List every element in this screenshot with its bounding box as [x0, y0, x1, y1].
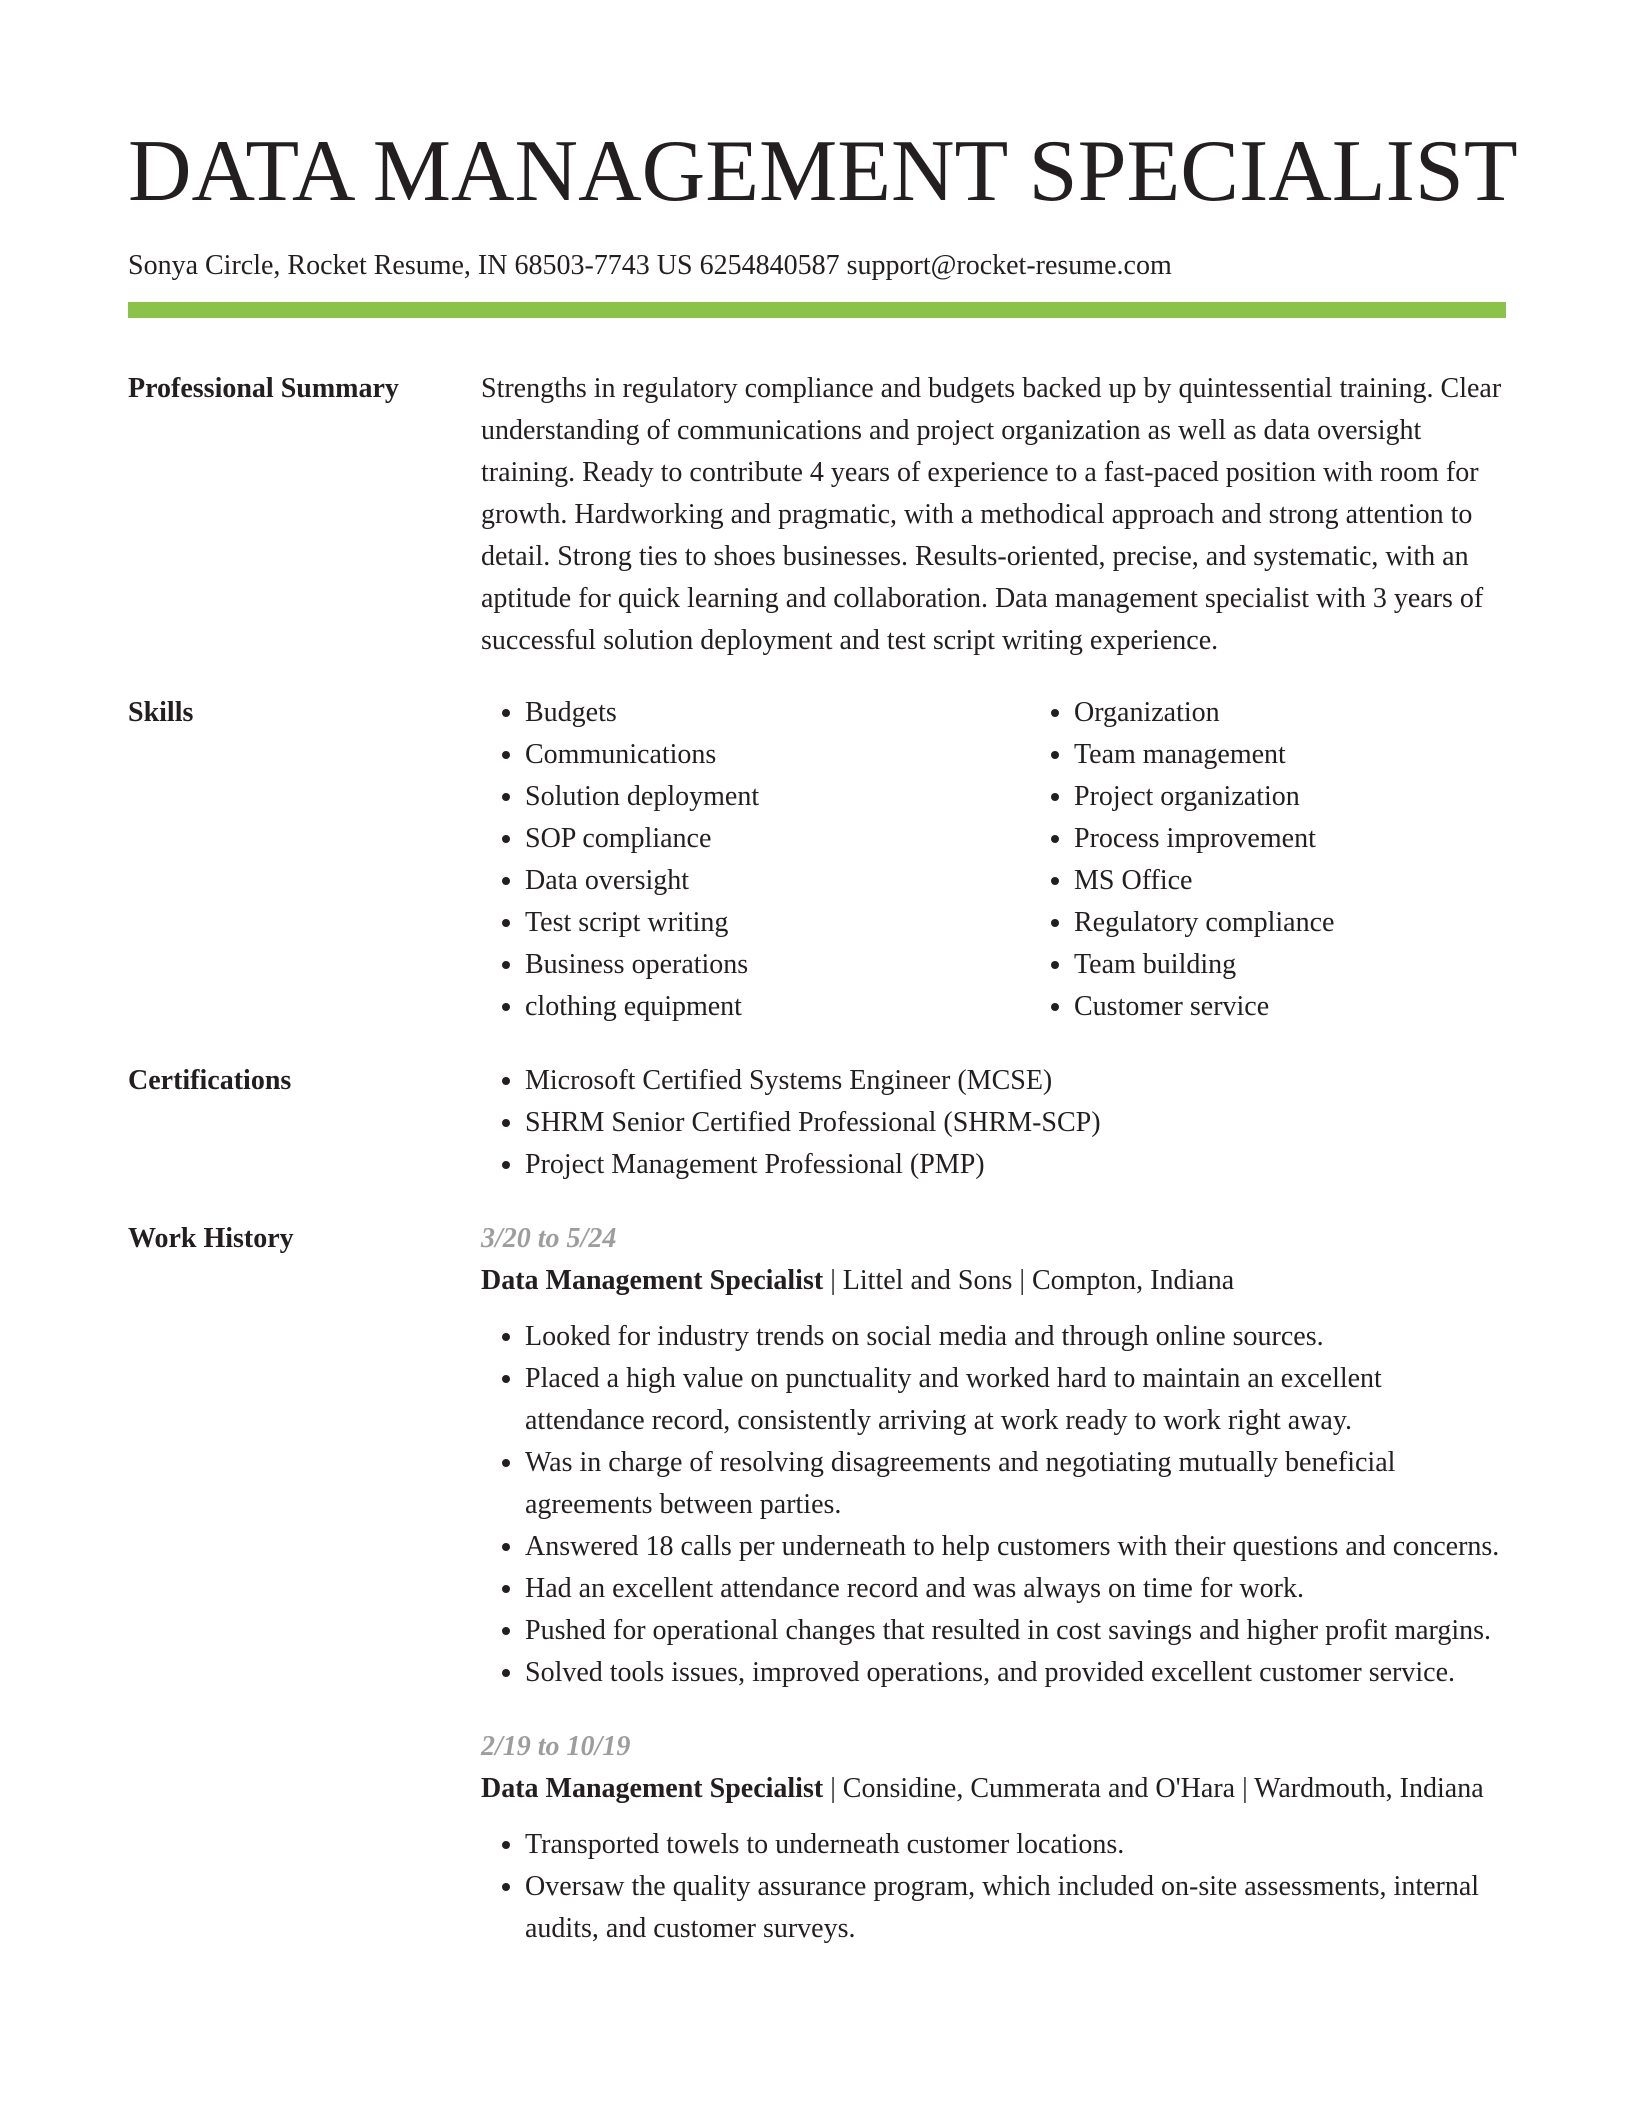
certifications-section: [128, 1060, 1506, 1186]
summary-text: Strengths in regulatory compliance and budgets backed up by quintessential training. Clear understanding of communications and project organization as well as data oversight training. Ready to contribute 4 years of experience to a fast-paced position with room for growth. Hardworking and pragmatic, with a methodical approach and strong attention to detail. Strong ties to shoes businesses. Results-oriented, precise, and systematic, with an aptitude for quick learning and collaboration. Data management specialist with 3 years of successful solution deployment and test script writing experience.: [481, 373, 1502, 656]
certifications-list: [481, 1060, 1506, 1186]
skill-item: • Budgets: [525, 692, 1030, 734]
skill-item: • MS Office: [1074, 860, 1579, 902]
accent-divider: [128, 302, 1506, 318]
summary-heading: Professional Summary: [128, 373, 399, 404]
contact-line: Sonya Circle, Rocket Resume, IN 68503-7743 US 6254840587 support@rocket-resume.com: [128, 250, 1172, 281]
job-duties-list: [481, 1824, 1506, 1950]
job-duty-item: • Was in charge of resolving disagreements and negotiating mutually beneficial agreements between parties.: [525, 1442, 1506, 1526]
resume-page: [128, 122, 1518, 1950]
job-title: Data Management Specialist: [481, 1773, 824, 1804]
skill-item: • Organization: [1074, 692, 1579, 734]
skill-item: • Test script writing: [525, 902, 1030, 944]
skills-list-left: [481, 692, 1030, 1028]
skill-item: • SOP compliance: [525, 818, 1030, 860]
certification-item: • SHRM Senior Certified Professional (SHRM-SCP): [525, 1102, 1506, 1144]
certification-item: • Project Management Professional (PMP): [525, 1144, 1506, 1186]
job-header: [481, 1260, 1506, 1302]
skill-item: • Business operations: [525, 944, 1030, 986]
skills-columns: [481, 692, 1579, 1028]
job-duty-item: • Looked for industry trends on social media and through online sources.: [525, 1316, 1506, 1358]
job-employer-location: | Considine, Cummerata and O'Hara | Wardmouth, Indiana: [823, 1773, 1484, 1804]
job-duty-item: • Solved tools issues, improved operations, and provided excellent customer service.: [525, 1652, 1506, 1694]
skills-list-right: [1030, 692, 1579, 1028]
work-history-heading: Work History: [128, 1223, 294, 1254]
job-duties-list: [481, 1316, 1506, 1694]
job-duty-item: • Pushed for operational changes that resulted in cost savings and higher profit margins.: [525, 1610, 1506, 1652]
skill-item: • clothing equipment: [525, 986, 1030, 1028]
summary-section: [128, 368, 1506, 662]
job-duty-item: • Answered 18 calls per underneath to help customers with their questions and concerns.: [525, 1526, 1506, 1568]
job-duty-item: • Placed a high value on punctuality and worked hard to maintain an excellent attendance record, consistently arriving at work ready to work right away.: [525, 1358, 1506, 1442]
page-title: DATA MANAGEMENT SPECIALIST: [128, 123, 1518, 220]
job-duty-item: • Oversaw the quality assurance program, which included on-site assessments, internal audits, and customer surveys.: [525, 1866, 1506, 1950]
job-duty-item: • Transported towels to underneath customer locations.: [525, 1824, 1506, 1866]
skill-item: • Team management: [1074, 734, 1579, 776]
skill-item: • Process improvement: [1074, 818, 1579, 860]
work-history-body: [481, 1218, 1506, 1950]
skill-item: • Project organization: [1074, 776, 1579, 818]
job-entry: [481, 1218, 1506, 1694]
skills-heading: Skills: [128, 697, 194, 728]
skill-item: • Team building: [1074, 944, 1579, 986]
skill-item: • Solution deployment: [525, 776, 1030, 818]
job-dates: 3/20 to 5/24: [481, 1223, 617, 1254]
job-duty-item: • Had an excellent attendance record and was always on time for work.: [525, 1568, 1506, 1610]
certifications-body: [481, 1060, 1506, 1186]
job-title: Data Management Specialist: [481, 1265, 824, 1296]
job-employer-location: | Littel and Sons | Compton, Indiana: [823, 1265, 1235, 1296]
work-history-section: [128, 1218, 1506, 1950]
job-header: [481, 1768, 1506, 1810]
certification-item: • Microsoft Certified Systems Engineer (MCSE): [525, 1060, 1506, 1102]
skill-item: • Data oversight: [525, 860, 1030, 902]
skill-item: • Customer service: [1074, 986, 1579, 1028]
certifications-heading: Certifications: [128, 1065, 292, 1096]
skill-item: • Regulatory compliance: [1074, 902, 1579, 944]
job-entry: [481, 1726, 1506, 1950]
job-dates: 2/19 to 10/19: [481, 1731, 631, 1762]
skill-item: • Communications: [525, 734, 1030, 776]
skills-section: [128, 692, 1506, 1028]
